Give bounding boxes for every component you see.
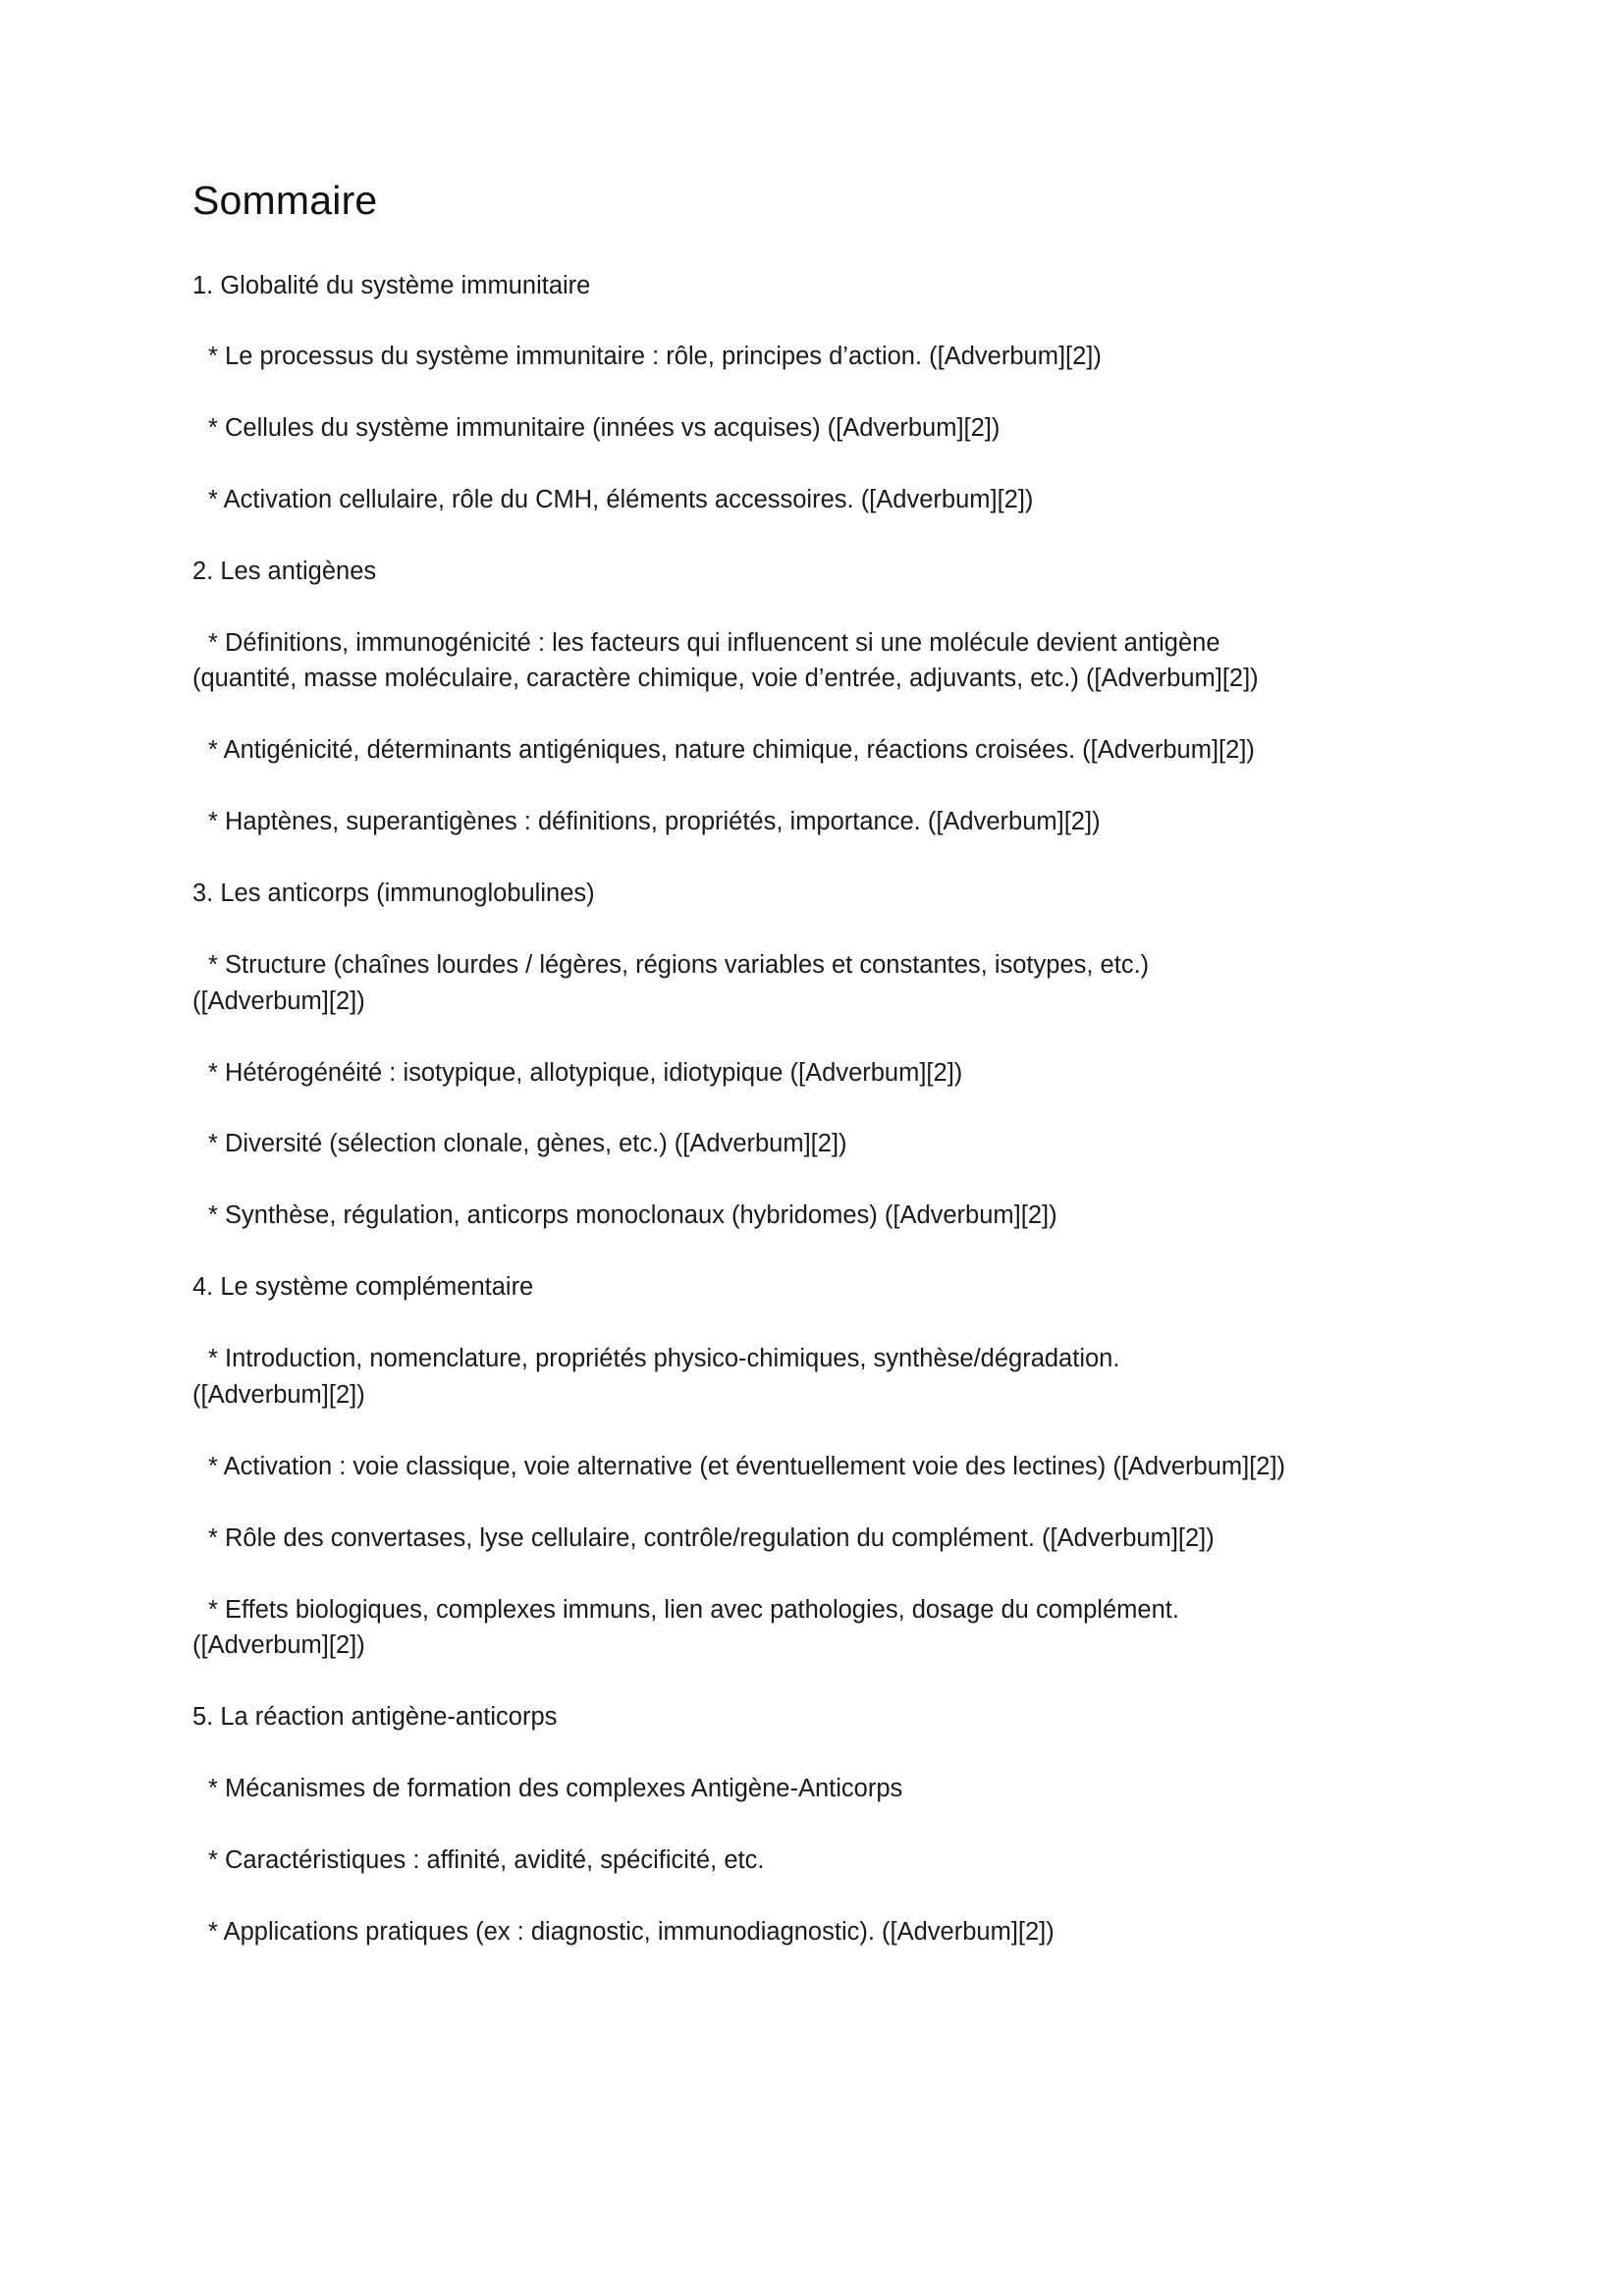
bullet-text: * Effets biologiques, complexes immuns, lien avec pathologies, dosage du complément. [208, 1595, 1179, 1624]
page-bottom-margin [0, 0, 1624, 10]
bullet-text: * Structure (chaînes lourdes / légères, régions variables et constantes, isotypes, etc.) [208, 950, 1150, 979]
outline-bullet [192, 482, 1425, 518]
bullet-text: * Activation cellulaire, rôle du CMH, éléments accessoires. ([Adverbum][2]) [208, 486, 1034, 514]
outline-bullet [192, 339, 1425, 375]
outline-bullet [192, 804, 1425, 840]
bullet-text: * Cellules du système immunitaire (innées vs acquises) ([Adverbum][2]) [208, 414, 1001, 443]
bullet-text: * Hétérogénéité : isotypique, allotypique, idiotypique ([Adverbum][2]) [208, 1058, 963, 1087]
outline-bullet [192, 1842, 1425, 1879]
document-body [192, 177, 1425, 1986]
bullet-text: * Activation : voie classique, voie alternative (et éventuellement voie des lectines) ([Adverbum][2]) [208, 1452, 1286, 1480]
bullet-text: * Introduction, nomenclature, propriétés physico-chimiques, synthèse/dégradation. [208, 1344, 1120, 1372]
outline-bullet [192, 1914, 1425, 1950]
outline-bullet [192, 410, 1425, 447]
outline-bullet [192, 1521, 1425, 1557]
outline-bullet [192, 625, 1425, 698]
outline-bullet [192, 947, 1425, 1020]
outline-bullet [192, 1198, 1425, 1234]
outline-sections [192, 268, 1425, 1949]
bullet-text: * Applications pratiques (ex : diagnostic, immunodiagnostic). ([Adverbum][2]) [208, 1917, 1055, 1946]
bullet-text: * Caractéristiques : affinité, avidité, spécificité, etc. [208, 1845, 765, 1874]
bullet-text-continuation: ([Adverbum][2]) [192, 987, 365, 1015]
bullet-text-continuation: ([Adverbum][2]) [192, 1380, 365, 1409]
outline-bullet [192, 732, 1425, 769]
bullet-text: * Haptènes, superantigènes : définitions, propriétés, importance. ([Adverbum][2]) [208, 808, 1101, 836]
bullet-text: * Le processus du système immunitaire : rôle, principes d’action. ([Adverbum][2]) [208, 343, 1102, 371]
section-heading: 2. Les antigènes [192, 558, 377, 586]
bullet-text-continuation: ([Adverbum][2]) [192, 1631, 365, 1660]
outline-bullet [192, 1055, 1425, 1092]
bullet-text: * Antigénicité, déterminants antigéniques, nature chimique, réactions croisées. ([Adverbum][2]) [208, 736, 1255, 765]
section-heading: 4. Le système complémentaire [192, 1273, 534, 1302]
outline-bullet [192, 1341, 1425, 1414]
outline-bullet [192, 1592, 1425, 1665]
section-heading: 3. Les anticorps (immunoglobulines) [192, 880, 595, 908]
section-heading: 5. La réaction antigène-anticorps [192, 1703, 558, 1732]
outline-bullet [192, 1449, 1425, 1485]
outline-bullet [192, 1126, 1425, 1162]
bullet-text-continuation: (quantité, masse moléculaire, caractère chimique, voie d’entrée, adjuvants, etc.) ([Adverbum][2]) [192, 665, 1259, 693]
page-title: Sommaire [192, 178, 378, 223]
bullet-text: * Définitions, immunogénicité : les facteurs qui influencent si une molécule devient antigène [208, 628, 1220, 657]
bullet-text: * Diversité (sélection clonale, gènes, etc.) ([Adverbum][2]) [208, 1130, 847, 1158]
bullet-text: * Synthèse, régulation, anticorps monoclonaux (hybridomes) ([Adverbum][2]) [208, 1201, 1057, 1230]
bullet-text: * Rôle des convertases, lyse cellulaire, contrôle/regulation du complément. ([Adverbum][2]) [208, 1523, 1215, 1552]
outline-bullet [192, 1771, 1425, 1807]
section-heading: 1. Globalité du système immunitaire [192, 272, 591, 300]
bullet-text: * Mécanismes de formation des complexes Antigène-Anticorps [208, 1774, 903, 1802]
